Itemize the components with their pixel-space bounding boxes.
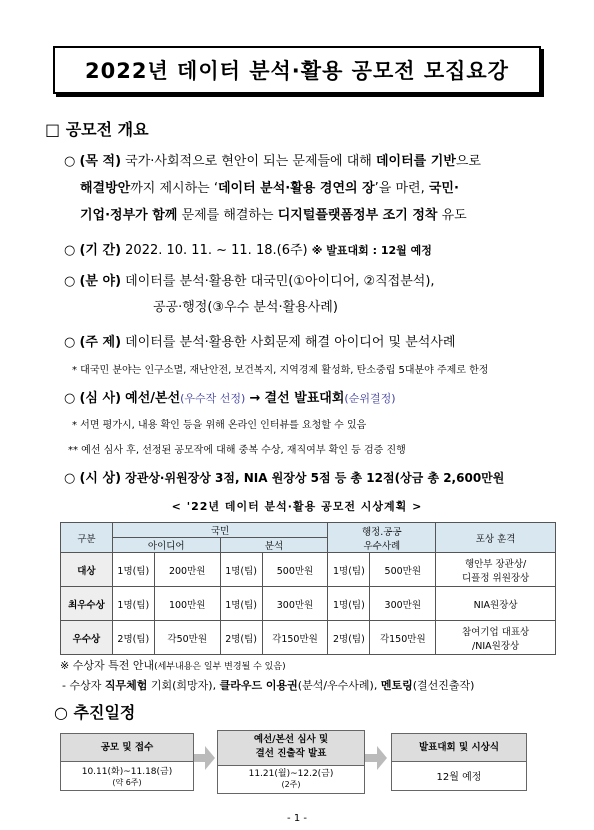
checkbox-square-icon: □ [45,120,61,139]
schedule-step-3: 발표대회 및 시상식 12월 예정 [391,733,527,791]
benefits-line-1: ※ 수상자 특전 안내(세부내용은 일부 변경될 수 있음) [60,659,286,672]
purpose-line-1: ○ (목 적) 국가·사회적으로 현안이 되는 문제들에 대해 데이터를 기반으로 [64,154,481,169]
bullet-circle-icon: ○ [64,243,76,258]
bullet-circle-icon: ○ [64,335,76,350]
header-analysis: 분석 [220,538,328,553]
flow-arrow-icon [377,746,387,770]
field-line-1: ○ (분 야) 데이터를 분석·활용한 대국민(①아이디어, ②직접분석), [64,274,435,289]
header-public: 국민 [112,523,328,538]
review-note-1: * 서면 평가시, 내용 확인 등을 위해 온라인 인터뷰를 요청할 수 있음 [72,420,367,431]
schedule-step-2: 예선/본선 심사 및 결선 진출작 발표 11.21(월)~12.2(금) (2주) [217,730,365,794]
purpose-label: (목 적) [79,154,122,169]
review-line: ○ (심 사) 예선/본선(우수작 선정) → 결선 발표대회(순위결정) [64,391,396,406]
award-line: ○ (시 상) 장관상·위원장상 3점, NIA 원장상 5점 등 총 12점(상금 총 2,600만원 [64,471,505,486]
benefits-line-2: - 수상자 직무체험 기회(희망자), 클라우드 이용권(분석/우수사례), 멘토링(결선진출작) [62,679,475,692]
period-line: ○ (기 간) 2022. 10. 11. ~ 11. 18.(6주) ※ 발표대회 : 12월 예정 [64,243,432,258]
prize-table-caption: < '22년 데이터 분석·활용 공모전 시상계획 > [171,500,423,513]
field-line-2: 공공·행정(③우수 분석·활용사례) [153,300,338,315]
page-number: - 1 - [287,813,307,824]
header-admin: 행정.공공 우수사례 [328,523,436,553]
flow-arrow-icon [205,746,215,770]
table-row: 대상 1명(팀) 200만원 1명(팀) 500만원 1명(팀) 500만원 행안부 장관상/ 디플정 위원장상 [61,553,556,587]
bullet-circle-icon: ○ [64,154,76,169]
purpose-line-2: 해결방안까지 제시하는 ‘데이터 분석·활용 경연의 장’을 마련, 국민· [80,181,459,196]
page-title: 2022년 데이터 분석·활용 공모전 모집요강 [53,46,541,94]
right-arrow-icon: → [249,391,261,406]
bullet-circle-icon: ○ [64,471,76,486]
schedule-step-1: 공모 및 접수 10.11(화)~11.18(금) (약 6주) [60,733,194,791]
purpose-line-3: 기업·정부가 함께 문제를 해결하는 디지털플랫폼정부 조기 정착 유도 [80,208,467,223]
bullet-circle-icon: ○ [64,274,76,289]
header-award: 포상 훈격 [436,523,556,553]
table-row: 우수상 2명(팀) 각50만원 2명(팀) 각150만원 2명(팀) 각150만원 참여기업 대표상 /NIA원장상 [61,621,556,655]
section-overview-heading: □ 공모전 개요 [45,120,149,139]
bullet-circle-icon: ○ [54,703,68,722]
prize-table [60,522,556,655]
period-note: ※ 발표대회 : 12월 예정 [311,244,432,257]
topic-line: ○ (주 제) 데이터를 분석·활용한 사회문제 해결 아이디어 및 분석사례 [64,335,456,350]
header-category: 구분 [61,523,113,553]
header-idea: 아이디어 [112,538,220,553]
topic-note: * 대국민 분야는 인구소멸, 재난안전, 보건복지, 지역경제 활성화, 탄소중립 5대분야 주제로 한정 [72,365,489,376]
bullet-circle-icon: ○ [64,391,76,406]
section-schedule-heading: ○ 추진일정 [54,703,136,722]
table-row: 최우수상 1명(팀) 100만원 1명(팀) 300만원 1명(팀) 300만원 NIA원장상 [61,587,556,621]
review-note-2: ** 예선 심사 후, 선정된 공모작에 대해 중복 수상, 재직여부 확인 등 검증 진행 [68,445,406,456]
